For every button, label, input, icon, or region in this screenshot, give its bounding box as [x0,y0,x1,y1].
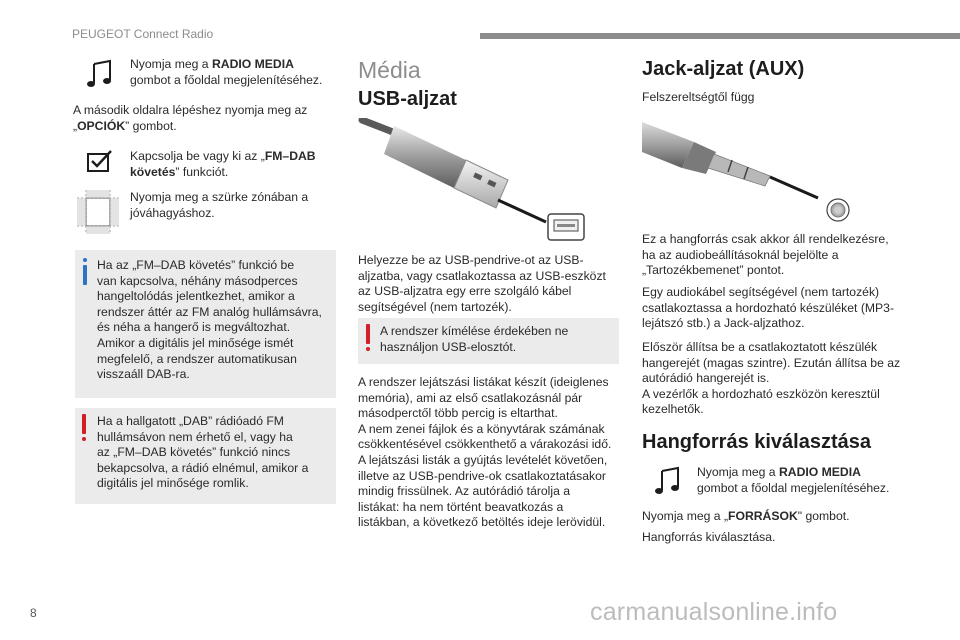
music-note-icon [86,58,114,90]
jack-paragraph-3: Először állítsa be a csatlakoztatott készülék hangerejét (magas szintre). Ezután állítsa be az autórádió hangerejét is. A vezérlők a hordozható eszközön keresztül kezelhetők. [642,340,901,417]
options-paragraph: A második oldalra lépéshez nyomja meg az „OPCIÓK” gombot. [73,103,308,133]
section-title-media: Média [358,57,421,83]
warning-icon [82,414,86,441]
usb-warning-box [358,318,619,364]
page-number: 8 [30,606,37,620]
header-bar [480,33,960,39]
step-radio-media-2: Nyomja meg a RADIO MEDIA gombot a főoldal megjelenítéséhez. [697,465,890,495]
sources-paragraph: Nyomja meg a „FORRÁSOK" gombot. [642,509,850,523]
usb-warning-text: A rendszer kímélése érdekében ne használjon USB-elosztót. [380,324,569,354]
jack-plug-icon [640,112,860,222]
source-title: Hangforrás kiválasztása [642,431,872,453]
music-note-icon [654,465,682,497]
jack-title: Jack-aljzat (AUX) [642,58,805,80]
equipment-note: Felszereltségtől függ [642,90,755,104]
select-source-text: Hangforrás kiválasztása. [642,530,776,544]
usb-paragraph-2: A rendszer lejátszási listákat készít (ideiglenes memória), ami az első csatlakozásnál pár másodperctől több percig is eltarthat. A nem zenei fájlok és a könyvtárak számának csökkentésével csökkenthető a várakozási idő. A lejátszási listák a gyújtás levételét követően, illetve az USB-pendrive-ok csatlakoztatásakor mindig frissülnek. Az autórádió tárolja a listákat: ha nem történt beavatkozás a listákban, a következő betöltés ideje lerövidül. [358,375,612,530]
watermark: carmanualsonline.info [590,598,838,626]
step-fm-dab: Kapcsolja be vagy ki az „FM–DAB követés” funkciót. [130,149,316,179]
usb-plug-icon [358,118,598,246]
jack-paragraph-1: Ez a hangforrás csak akkor áll rendelkezésre, ha az audiobeállításoknál bejelölte a „Tartozékbemenet” pontot. [642,232,889,278]
step-grey-zone: Nyomja meg a szürke zónában a jóváhagyáshoz. [130,190,309,220]
checkbox-icon [86,148,114,174]
grey-zone-icon [77,190,119,234]
warning-text: Ha a hallgatott „DAB” rádióadó FM hullámsávon nem érhető el, vagy ha az „FM–DAB követés” funkció nincs bekapcsolva, a rádió elnémul, amikor a digitális jel minősége romlik. [97,414,309,491]
info-text: Ha az „FM–DAB követés” funkció be van kapcsolva, néhány másodperces hangeltolódás jelentkezhet, amikor a rendszer áttér az FM analóg hullámsávra, és néha a hangerő is megváltozhat. Amikor a digitális jel minősége ismét megfelelő, a rendszer automatikusan visszaáll DAB-ra. [97,258,322,382]
step-radio-media: Nyomja meg a RADIO MEDIA gombot a főoldal megjelenítéséhez. [130,57,323,87]
usb-title: USB-aljzat [358,88,457,110]
info-box [75,250,336,398]
warning-icon [366,324,370,351]
info-icon [83,258,87,285]
jack-paragraph-2: Egy audiokábel segítségével (nem tartozék) csatlakoztassa a hordozható készüléket (MP3- lejátszó stb.) a Jack-aljzathoz. [642,285,894,331]
usb-paragraph-1: Helyezze be az USB-pendrive-ot az USB- aljzatba, vagy csatlakoztassa az USB-eszközt az USB-aljzatra egy erre szolgáló kábel segítségével (nem tartozék). [358,253,606,314]
warning-box [75,408,336,504]
running-header: PEUGEOT Connect Radio [72,27,214,41]
